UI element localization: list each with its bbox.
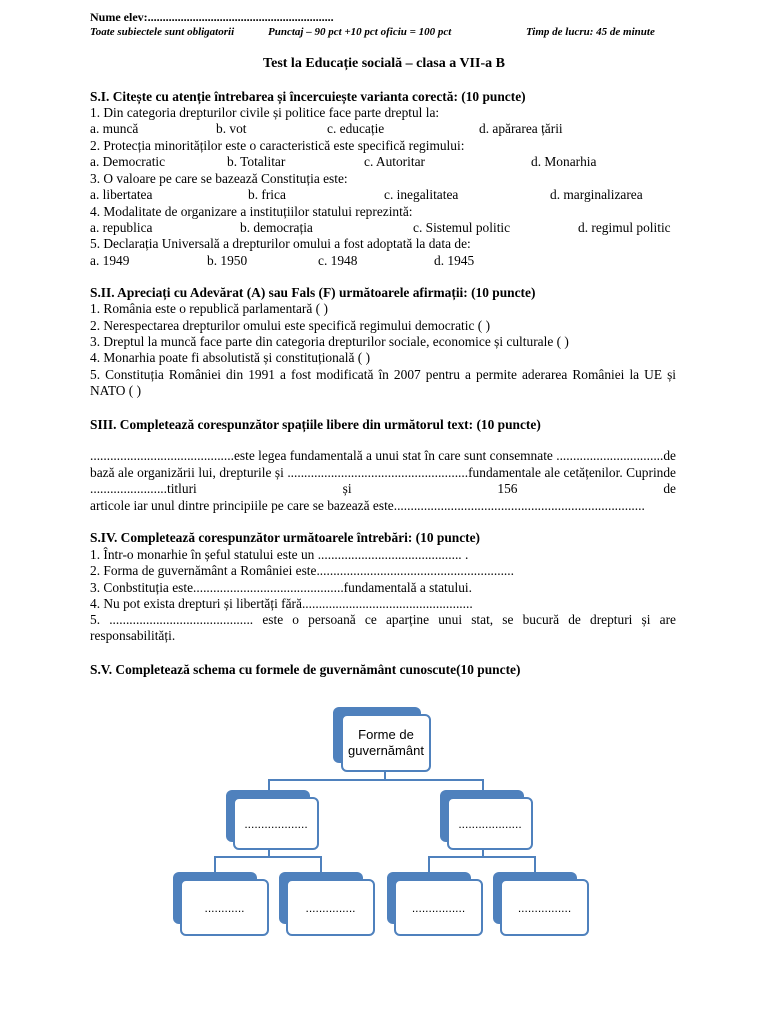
level2-node-4	[500, 879, 589, 936]
section-1-heading: S.I. Citește cu atenție întrebarea și încercuiește varianta corectă: (10 puncte)	[90, 89, 526, 104]
fill-in-text: ...........................................este legea fundamentală a unui stat în care sunt consemnate ................................de bază ale organizării lui, drepturile și ......................................................fundamentale ale cetățenilor. Cuprinde .......................titluri și 156 de	[90, 448, 676, 496]
question-4: 4. Modalitate de organizare a instituțiilor statului reprezintă:	[90, 204, 413, 219]
q4-option-c: c. Sistemul politic	[413, 220, 511, 235]
q5-option-b: b. 1950	[207, 253, 248, 268]
s4-item-5-last-line: responsabilități.	[90, 628, 176, 643]
q2-option-c: c. Autoritar	[364, 154, 425, 169]
level2-2-blank: ...............	[305, 900, 356, 915]
s4-item-1: 1. Într-o monarhie în șeful statului este un ........................................... .	[90, 547, 469, 562]
connector-level1-bar	[268, 779, 484, 781]
statement-4: 4. Monarhia poate fi absolutistă și constituțională ( )	[90, 350, 371, 365]
connector-right-1	[428, 856, 430, 873]
level2-1-blank: ............	[204, 900, 245, 915]
s4-item-2: 2. Forma de guvernământ a României este...........................................................	[90, 563, 514, 578]
q1-option-c: c. educație	[327, 121, 385, 136]
statement-2: 2. Nerespectarea drepturilor omului este specifică regimului democratic ( )	[90, 318, 491, 333]
level2-node-2	[286, 879, 375, 936]
level1-right-blank: ...................	[458, 816, 522, 831]
s4-item-3: 3. Conbstituția este.............................................fundamentală a statului.	[90, 580, 472, 595]
level2-node-3	[394, 879, 483, 936]
time-note: Timp de lucru: 45 de minute	[526, 26, 655, 38]
q5-option-c: c. 1948	[318, 253, 358, 268]
statement-1: 1. România este o republică parlamentară ( )	[90, 301, 328, 316]
student-name-line: Nume elev:..............................................................	[90, 10, 334, 24]
question-3: 3. O valoare pe care se bazează Constituția este:	[90, 171, 348, 186]
q5-option-d: d. 1945	[434, 253, 475, 268]
connector-left-2	[320, 856, 322, 873]
question-1: 1. Din categoria drepturilor civile și politice face parte dreptul la:	[90, 105, 440, 120]
section-2-heading: S.II. Apreciați cu Adevărat (A) sau Fals (F) următoarele afirmații: (10 puncte)	[90, 285, 536, 300]
section-5-heading: S.V. Completează schema cu formele de guvernământ cunoscute(10 puncte)	[90, 662, 521, 677]
q5-option-a: a. 1949	[90, 253, 130, 268]
statement-5-line-1: 5. Constituția României din 1991 a fost modificată în 2007 pentru a permite aderarea României la UE și	[90, 367, 676, 382]
q1-option-b: b. vot	[216, 121, 247, 136]
q3-option-d: d. marginalizarea	[550, 187, 643, 202]
question-5: 5. Declarația Universală a drepturilor omului a fost adoptată la data de:	[90, 236, 471, 251]
q3-option-a: a. libertatea	[90, 187, 153, 202]
connector-right-2	[534, 856, 536, 873]
connector-right-bar	[428, 856, 536, 858]
q1-option-d: d. apărarea țării	[479, 121, 563, 136]
statement-3: 3. Dreptul la muncă face parte din categoria drepturilor sociale, economice și culturale ( )	[90, 334, 569, 349]
s4-item-4: 4. Nu pot exista drepturi și libertăți fără...................................................	[90, 596, 473, 611]
page-title: Test la Educație socială – clasa a VII-a B	[263, 56, 505, 71]
level1-node-left	[233, 797, 319, 850]
q3-option-b: b. frica	[248, 187, 286, 202]
root-node-line-2: guvernământ	[348, 743, 424, 758]
connector-left-bar	[214, 856, 322, 858]
connector-left-1	[214, 856, 216, 873]
level2-node-1	[180, 879, 269, 936]
q4-option-a: a. republica	[90, 220, 153, 235]
q3-option-c: c. inegalitatea	[384, 187, 459, 202]
root-node	[341, 714, 431, 772]
q2-option-d: d. Monarhia	[531, 154, 597, 169]
q1-option-a: a. muncă	[90, 121, 139, 136]
level2-3-blank: ................	[411, 900, 466, 915]
q4-option-b: b. democrația	[240, 220, 313, 235]
statement-5-line-2: NATO ( )	[90, 383, 142, 398]
fill-in-text-last-line: articole iar unul dintre principiile pe care se bazează este...........................................................................	[90, 498, 645, 513]
question-2: 2. Protecția minorităților este o caracteristică este specifică regimului:	[90, 138, 465, 153]
points-note: Punctaj – 90 pct +10 pct oficiu = 100 pct	[268, 26, 452, 38]
level1-node-right	[447, 797, 533, 850]
q2-option-b: b. Totalitar	[227, 154, 286, 169]
s4-item-5: 5. ........................................... este o persoană ce aparține unui stat, se bucură de drepturi și are	[90, 612, 676, 627]
root-node-line-1: Forme de	[358, 727, 414, 742]
level1-left-blank: ...................	[244, 816, 308, 831]
section-4-heading: S.IV. Completează corespunzător următoarele întrebări: (10 puncte)	[90, 530, 481, 545]
obligatory-note: Toate subiectele sunt obligatorii	[90, 26, 235, 38]
level2-4-blank: ................	[517, 900, 572, 915]
section-3-heading: SIII. Completează corespunzător spațiile libere din următorul text: (10 puncte)	[90, 417, 541, 432]
q2-option-a: a. Democratic	[90, 154, 166, 169]
q4-option-d: d. regimul politic	[578, 220, 671, 235]
